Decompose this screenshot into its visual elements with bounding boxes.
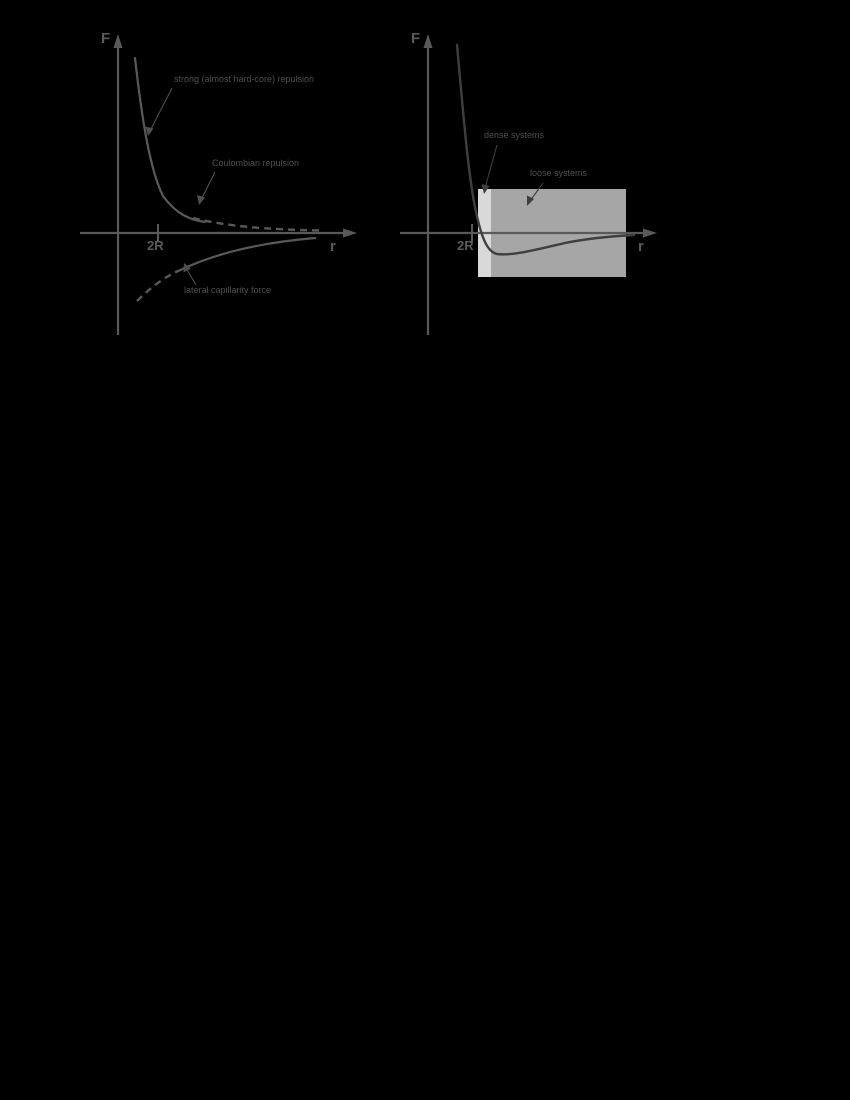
left-y-axis-label: F: [101, 30, 111, 47]
right-tick-2r: 2R: [457, 238, 474, 253]
annotation-hardcore-repulsion: strong (almost hard-core) repulsion: [174, 74, 315, 84]
curve-capillarity-solid: [176, 238, 315, 272]
annotation-capillarity-force: lateral capillarity force: [184, 285, 272, 295]
annotation-loose-systems: loose systems: [530, 168, 588, 178]
left-leader-lines: [146, 88, 216, 285]
curve-capillarity-dashed: [137, 271, 178, 301]
right-y-axis-label: F: [411, 30, 421, 47]
chart-panel-right: [400, 0, 850, 360]
left-tick-2r: 2R: [147, 238, 164, 253]
left-chart-svg: [0, 0, 400, 360]
chart-panel-left: [0, 0, 400, 360]
annotation-dense-systems: dense systems: [484, 130, 545, 140]
right-chart-svg: [400, 0, 850, 360]
annotation-coulombian-repulsion: Coulombian repulsion: [212, 158, 300, 168]
curve-coulombian-repulsion: [193, 218, 320, 231]
right-axes: [400, 34, 657, 335]
left-x-axis-label: r: [330, 238, 336, 255]
right-x-axis-label: r: [638, 238, 644, 255]
